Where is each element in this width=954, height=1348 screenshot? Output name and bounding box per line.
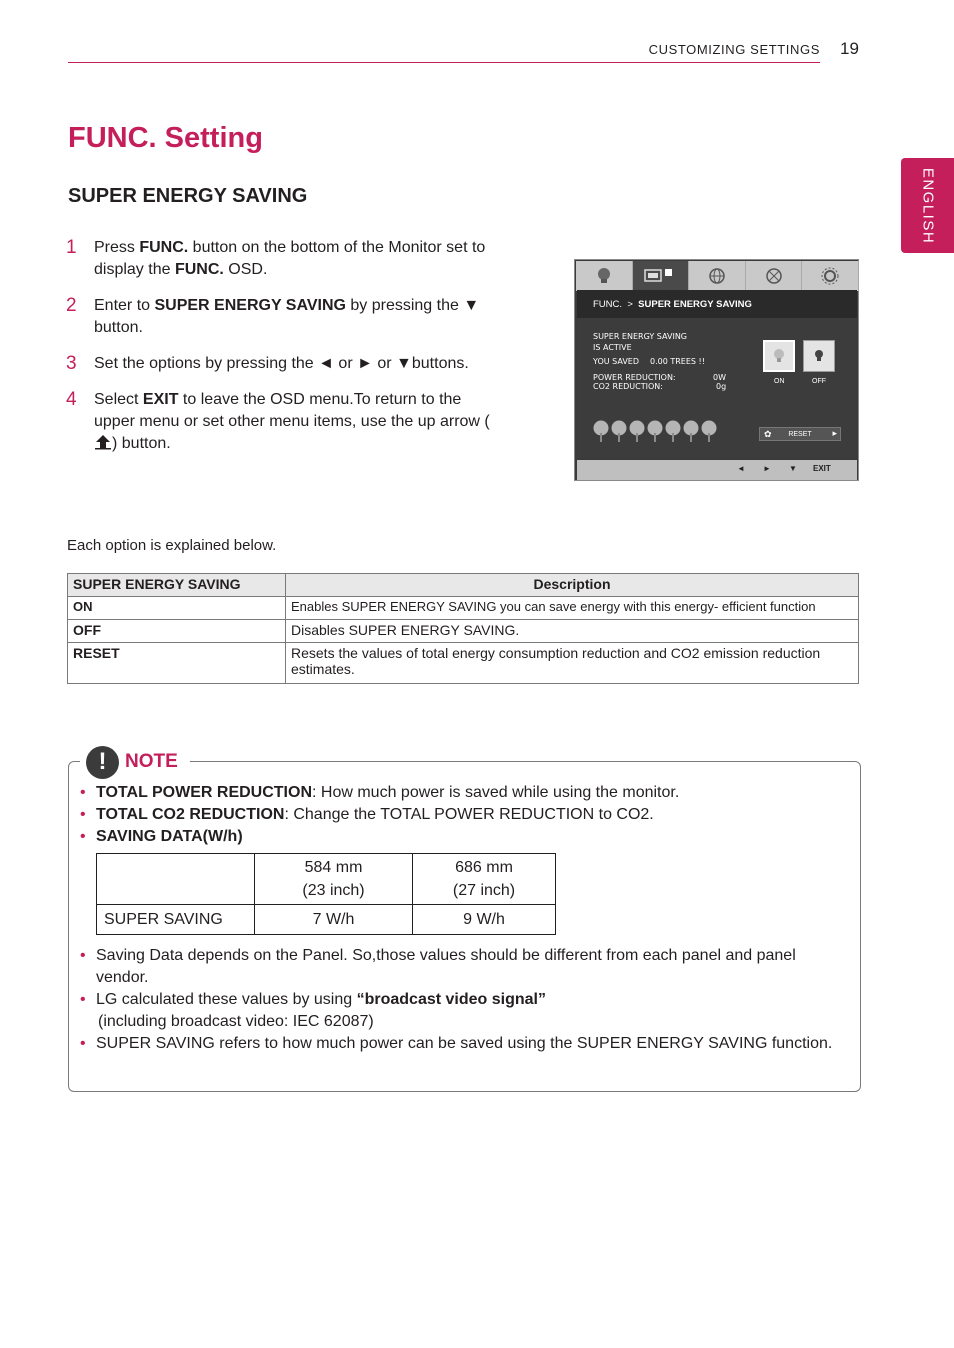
color-icon <box>764 266 784 286</box>
osd-crumb-sep: > <box>627 299 633 310</box>
table-row <box>68 643 859 684</box>
options-table <box>67 573 859 684</box>
osd-tab-func[interactable] <box>576 261 633 291</box>
note-bullets <box>80 782 840 848</box>
intro-text: Each option is explained below. <box>67 537 277 554</box>
language-tab <box>901 158 954 253</box>
saving-data-table <box>96 853 556 935</box>
warning-icon: ! <box>86 746 119 779</box>
step-text: to leave the OSD menu.To return to the upper menu or set other menu items, use the up arrow ( <box>94 391 490 430</box>
bullet-text: : How much power is saved while using the monitor. <box>312 784 680 801</box>
table-cell: 9 W/h <box>413 905 556 935</box>
option-name: ON <box>68 597 286 620</box>
tree-icon <box>648 421 663 443</box>
globe-icon <box>707 266 727 286</box>
step-bold: SUPER ENERGY SAVING <box>154 297 346 314</box>
osd-trees <box>593 419 723 443</box>
note-bullets-2 <box>80 945 840 1055</box>
bullet-bold: SAVING DATA(W/h) <box>96 828 243 845</box>
osd-tab-settings[interactable] <box>802 261 859 291</box>
bullet-text: : Change the TOTAL POWER REDUCTION to CO2. <box>284 806 654 823</box>
step-text: OSD. <box>223 261 268 278</box>
tree-icon <box>666 421 681 443</box>
list-item <box>80 804 840 826</box>
table-row <box>97 854 556 905</box>
bullet-text: SUPER SAVING refers to how much power can be saved using the SUPER ENERGY SAVING function. <box>96 1035 833 1052</box>
tree-icon <box>702 421 717 443</box>
option-name: OFF <box>68 620 286 643</box>
bulb-on-icon <box>771 347 787 365</box>
osd-power-value: 0W <box>713 373 726 382</box>
section-heading: SUPER ENERGY SAVING <box>68 185 308 207</box>
step-number: 3 <box>66 353 77 374</box>
osd-down-icon[interactable]: ▼ <box>789 464 797 473</box>
step-2 <box>66 295 506 339</box>
step-4 <box>66 389 506 455</box>
table-cell <box>255 854 413 905</box>
bullet-bold: TOTAL CO2 REDUCTION <box>96 806 285 823</box>
table-cell <box>413 854 556 905</box>
osd-left-icon[interactable]: ◄ <box>737 464 745 473</box>
step-text: Press <box>94 239 140 256</box>
column-size: 686 mm <box>455 859 513 876</box>
step-number: 2 <box>66 295 77 316</box>
up-arrow-icon <box>94 434 112 450</box>
column-size: 584 mm <box>304 859 363 876</box>
bulb-icon <box>594 266 614 286</box>
osd-breadcrumb <box>577 290 857 318</box>
step-number: 1 <box>66 237 77 258</box>
step-3 <box>66 353 506 375</box>
option-name: RESET <box>68 643 286 684</box>
reset-icon: ✿ <box>764 429 772 439</box>
steps-list <box>66 237 506 469</box>
tree-icon <box>594 421 609 443</box>
osd-crumb-root: FUNC. <box>593 299 623 310</box>
option-description: Disables SUPER ENERGY SAVING. <box>286 620 859 643</box>
osd-off-label: OFF <box>812 378 826 385</box>
table-header: SUPER ENERGY SAVING <box>68 574 286 597</box>
header-divider <box>68 62 820 63</box>
table-header: Description <box>286 574 859 597</box>
column-inch: (23 inch) <box>302 882 365 899</box>
osd-tab-bar <box>576 261 859 291</box>
osd-exit-button[interactable]: EXIT <box>813 464 831 473</box>
bulb-off-icon <box>811 347 827 365</box>
list-item <box>80 945 840 989</box>
osd-footer <box>577 460 857 480</box>
osd-content <box>577 318 857 458</box>
bullet-bold: TOTAL POWER REDUCTION <box>96 784 312 801</box>
osd-on-label: ON <box>774 378 785 385</box>
osd-crumb-item: SUPER ENERGY SAVING <box>638 299 752 310</box>
osd-co2-value: 0g <box>716 382 727 391</box>
osd-status-2: IS ACTIVE <box>593 343 632 352</box>
note-header <box>80 744 190 780</box>
osd-reset-button[interactable] <box>759 427 841 441</box>
row-label: SUPER SAVING <box>97 905 255 935</box>
osd-reset-label: RESET <box>788 430 812 438</box>
arrow-right-icon: ▸ <box>832 428 837 438</box>
list-item <box>80 989 840 1033</box>
step-bold: FUNC. <box>139 239 189 256</box>
tree-icon <box>612 421 627 443</box>
bullet-subtext: (including broadcast video: IEC 62087) <box>98 1013 374 1030</box>
osd-status-1: SUPER ENERGY SAVING <box>593 332 687 341</box>
page-title: FUNC. Setting <box>68 122 263 154</box>
osd-tab-color[interactable] <box>746 261 803 291</box>
osd-tab-picture[interactable] <box>633 261 690 291</box>
osd-screenshot <box>574 259 859 481</box>
language-tab-label: ENGLISH <box>919 167 936 244</box>
table-row <box>97 905 556 935</box>
step-bold: FUNC. <box>174 261 224 278</box>
osd-saved-value: 0.00 TREES !! <box>650 357 705 366</box>
column-inch: (27 inch) <box>452 882 516 899</box>
picture-icon <box>643 266 677 286</box>
step-text: button on the bottom of the Monitor set to display the <box>94 239 486 278</box>
table-header-row <box>68 574 859 597</box>
step-number: 4 <box>66 389 77 410</box>
bullet-text: Saving Data depends on the Panel. So,those values should be different from each panel and panel vendor. <box>96 947 796 986</box>
osd-saved-label: YOU SAVED <box>593 357 640 366</box>
step-text: ) button. <box>112 435 171 452</box>
bullet-text: LG calculated these values by using <box>96 991 357 1008</box>
page-number: 19 <box>840 39 859 58</box>
step-bold: EXIT <box>142 391 179 408</box>
section-title: CUSTOMIZING SETTINGS <box>648 42 820 57</box>
table-row <box>68 620 859 643</box>
osd-co2-label: CO2 REDUCTION: <box>593 382 663 391</box>
list-item <box>80 1033 840 1055</box>
osd-off-button[interactable] <box>803 340 835 372</box>
osd-tab-globe[interactable] <box>689 261 746 291</box>
table-cell <box>97 854 255 905</box>
list-item <box>80 782 840 804</box>
gear-icon <box>820 266 840 286</box>
tree-icon <box>684 421 699 443</box>
step-text: Select <box>94 391 143 408</box>
osd-right-icon[interactable]: ► <box>763 464 771 473</box>
bullet-bold: “broadcast video signal” <box>356 991 546 1008</box>
table-cell: 7 W/h <box>255 905 413 935</box>
step-1 <box>66 237 506 281</box>
step-text: Enter to <box>94 297 155 314</box>
note-label: NOTE <box>125 751 178 772</box>
table-row <box>68 597 859 620</box>
option-description: Resets the values of total energy consumption reduction and CO2 emission reduction estimates. <box>286 643 859 684</box>
tree-icon <box>630 421 645 443</box>
list-item <box>80 826 840 848</box>
step-text: by pressing the ▼ button. <box>94 297 480 336</box>
osd-on-button[interactable] <box>763 340 795 372</box>
step-text: Set the options by pressing the ◄ or ► or ▼buttons. <box>94 355 469 372</box>
osd-power-label: POWER REDUCTION: <box>593 373 676 382</box>
option-description: Enables SUPER ENERGY SAVING you can save energy with this energy- efficient function <box>286 597 859 620</box>
